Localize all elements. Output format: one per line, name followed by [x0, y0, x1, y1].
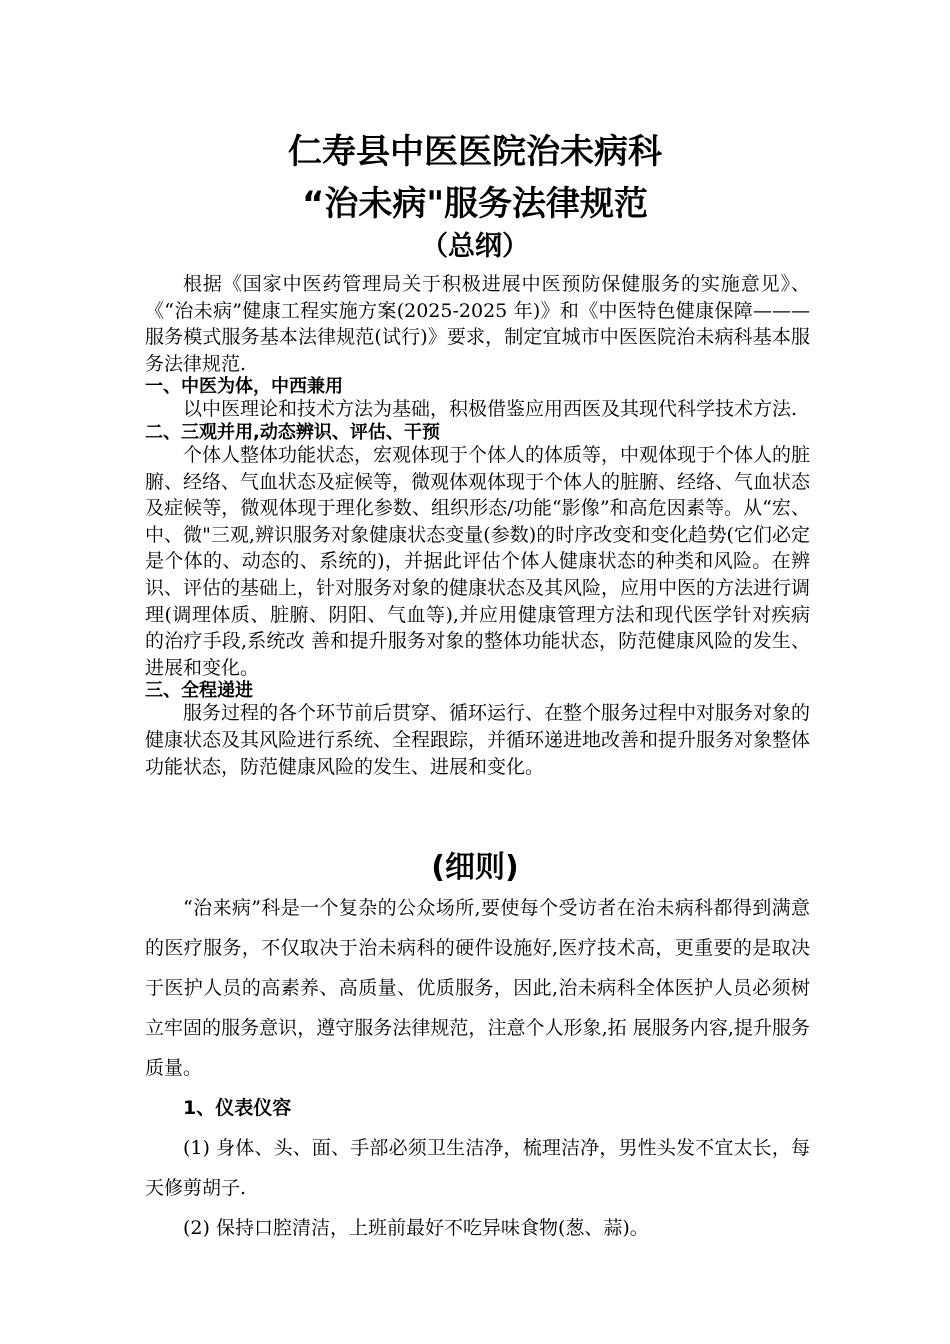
item1-heading: 1、仪表仪容	[183, 1097, 292, 1119]
section3-heading: 三、全程递进	[145, 680, 253, 702]
detail-intro-paragraph: “治来病”科是一个复杂的公众场所,要使每个受访者在治未病科都得到满意的医疗服务，不仅取决于治未病科的硬件设施好,医疗技术高，更重要的是取决于医护人员的高素养、高质量、优质服务，因此,治未病科全体医护人员必须树立牢固的服务意识，遵守服务法律规范，注意个人形象,拓 展服务内容,提升服务质量。	[145, 897, 810, 1079]
section2-paragraph: 个体人整体功能状态，宏观体现于个体人的体质等，中观体现于个体人的脏腑、经络、气血状态及症候等，微观体观体现于个体人的脏腑、经络、气血状态及症候等，微观体现于理化参数、组织形态/功能“影像”和高危因素等。从“宏、中、微"三观,辨识服务对象健康状态变量(参数)的时序改变和变化趋势(它们必定是个体的、动态的、系统的)，并据此评估个体人健康状态的种类和风险。在辨识、评估的基础上，针对服务对象的健康状态及其风险，应用中医的方法进行调理(调理体质、脏腑、阴阳、气血等),并应用健康管理方法和现代医学针对疾病的治疗手段,系统改 善和提升服务对象的整体功能状态，防范健康风险的发生、进展和变化。	[145, 443, 811, 679]
intro-paragraph: 根据《国家中医药管理局关于积极进展中医预防保健服务的实施意见》、《“治未病”健康工程实施方案(2025-2025 年)》和《中医特色健康保障———服务模式服务基本法律规范(试行)》要求，制定宜城市中医医院治未病科基本服务法律规范.	[145, 273, 810, 375]
general-section	[145, 271, 810, 780]
item1-point1: (1) 身体、头、面、手部必须卫生洁净，梳理洁净，男性头发不宜太长，每天修剪胡子.	[145, 1137, 810, 1199]
section1-paragraph: 以中医理论和技术方法为基础，积极借鉴应用西医及其现代科学技术方法.	[183, 398, 798, 421]
document-title-line2: “治未病"服务法律规范	[301, 184, 649, 224]
subtitle-general: （总纲）	[421, 231, 529, 262]
subtitle-detail: (细则)	[431, 850, 519, 885]
document-title-line1: 仁寿县中医医院治未病科	[288, 132, 662, 172]
detail-section	[145, 888, 810, 1248]
section3-paragraph: 服务过程的各个环节前后贯穿、循环运行、在整个服务过程中对服务对象的健康状态及其风险进行系统、全程跟踪，并循环递进地改善和提升服务对象整体功能状态，防范健康风险的发生、进展和变化。	[145, 702, 811, 778]
section2-heading: 二、三观并用,动态辨识、评估、干预	[145, 421, 440, 443]
section1-heading: 一、中医为体，中西兼用	[145, 376, 343, 398]
item1-point2: (2) 保持口腔清洁，上班前最好不吃异味食物(葱、蒜)。	[183, 1217, 649, 1239]
